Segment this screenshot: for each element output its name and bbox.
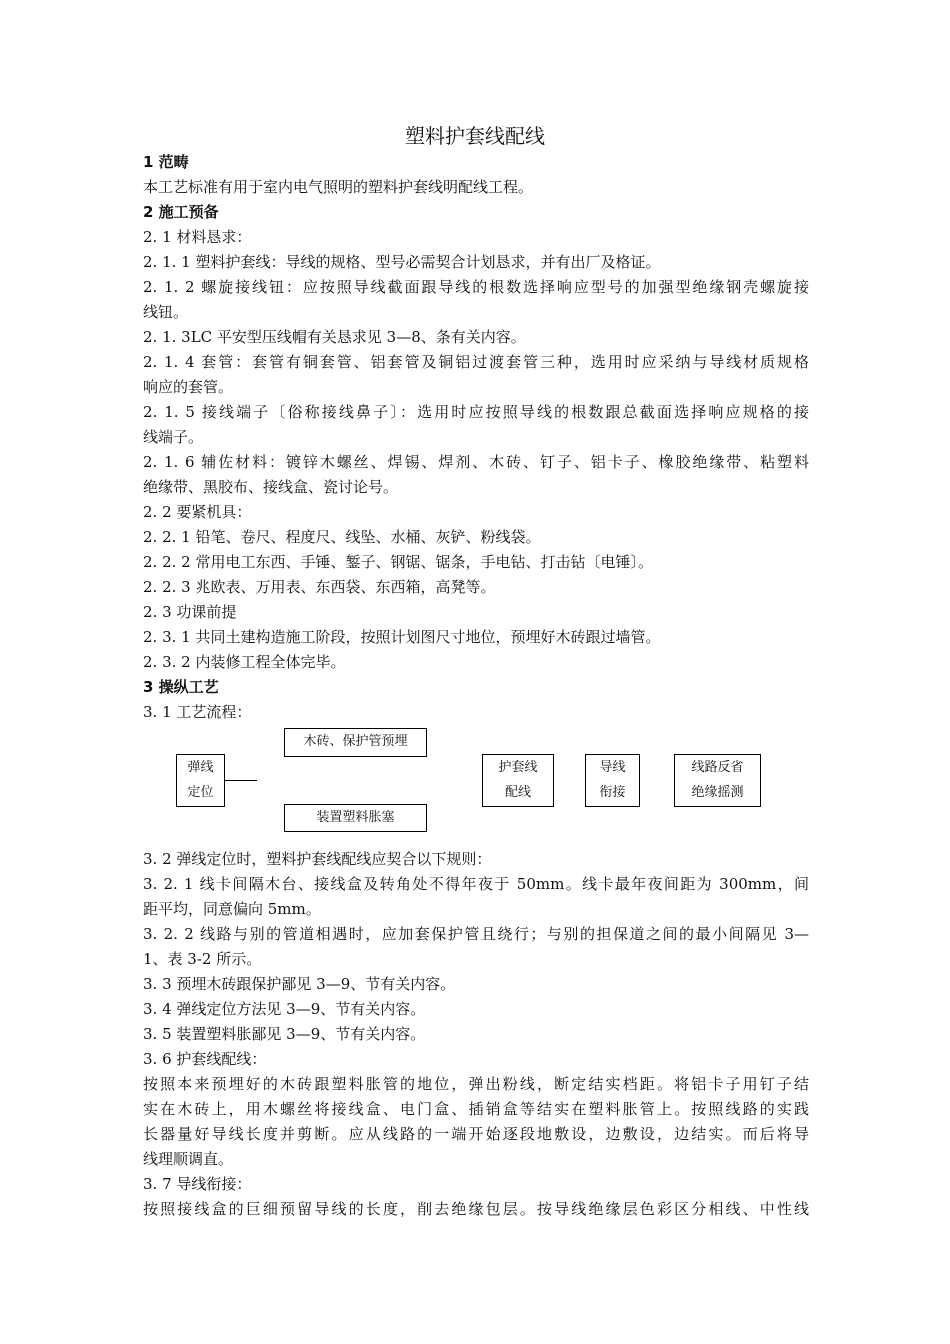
document-body (143, 150, 809, 1222)
text-line: 2. 3. 1 共同土建构造施工阶段，按照计划图尺寸地位，预埋好木砖跟过墙管。 (143, 628, 661, 646)
text-line: 响应的套管。 (143, 378, 234, 396)
text-line: 3. 5 装置塑料胀鄙见 3—9、节有关内容。 (143, 1025, 426, 1043)
document-title: 塑料护套线配线 (405, 124, 545, 148)
text-line: 线理顺调直。 (143, 1150, 234, 1168)
text-line: 2. 2. 3 兆欧表、万用表、东西袋、东西箱，高凳等。 (143, 578, 496, 596)
text-line: 1、表 3-2 所示。 (143, 950, 262, 968)
text-line: 3. 2. 2 线路与别的管道相遇时，应加套保护管且绕行；与别的担保道之间的最小间隔见 3— (143, 925, 809, 943)
text-line: 2. 3 功课前提 (143, 603, 237, 621)
text-line: 3. 2 弹线定位时，塑料护套线配线应契合以下规则： (143, 850, 492, 868)
process-flowchart (143, 725, 809, 830)
flow-box-label: 弹线 (187, 760, 214, 775)
text-line: 3. 3 预埋木砖跟保护鄙见 3—9、节有关内容。 (143, 975, 456, 993)
flow-box-label: 衔接 (599, 785, 626, 800)
section-heading: 1 范畴 (143, 153, 189, 171)
text-line: 2. 1. 6 辅佐材料：镀锌木螺丝、焊锡、焊剂、木砖、钉子、铝卡子、橡胶绝缘带、粘塑料 (143, 453, 809, 471)
text-line: 按照接线盒的巨细预留导线的长度，削去绝缘包层。按导线绝缘层色彩区分相线、中性线 (143, 1200, 809, 1218)
text-line: 2. 1 材料恳求： (143, 228, 252, 246)
text-line: 2. 1. 1 塑料护套线：导线的规格、型号必需契合计划恳求，并有出厂及格证。 (143, 253, 661, 271)
flow-box-label: 绝缘摇测 (691, 785, 744, 800)
text-line: 2. 1. 4 套管：套管有铜套管、铝套管及铜铝过渡套管三种，选用时应采纳与导线材质规格 (143, 353, 809, 371)
flow-box-line-inspection (674, 754, 761, 807)
text-line: 线钮。 (143, 303, 189, 321)
flow-box-plastic-anchors (284, 804, 427, 832)
flow-box-label: 木砖、保护管预埋 (303, 734, 408, 749)
text-line: 2. 2 要紧机具： (143, 503, 252, 521)
flow-box-label: 定位 (187, 785, 214, 800)
text-line: 2. 2. 1 铅笔、卷尺、程度尺、线坠、水桶、灰铲、粉线袋。 (143, 528, 541, 546)
text-line: 2. 1. 5 接线端子〔俗称接线鼻子〕：选用时应按照导线的根数跟总截面选择响应规格的接 (143, 403, 809, 421)
text-line: 实在木砖上，用木螺丝将接线盒、电门盒、插销盒等结实在塑料胀管上。按照线路的实践 (143, 1100, 809, 1118)
text-line: 本工艺标准有用于室内电气照明的塑料护套线明配线工程。 (143, 178, 534, 196)
text-line: 3. 1 工艺流程： (143, 703, 252, 721)
flow-box-embed-bricks (284, 728, 427, 757)
text-line: 3. 6 护套线配线： (143, 1050, 267, 1068)
text-line: 2. 2. 2 常用电工东西、手锤、錾子、钢锯、锯条，手电钻、打击钻〔电锤〕。 (143, 553, 653, 571)
text-line: 长器量好导线长度并剪断。应从线路的一端开始逐段地敷设，边敷设，边结实。而后将导 (143, 1125, 809, 1143)
flow-box-label: 装置塑料胀塞 (316, 810, 395, 825)
spacer (143, 830, 809, 847)
section-heading: 2 施工预备 (143, 203, 219, 221)
flow-box-sheathed-wiring (482, 754, 554, 807)
flow-box-wire-connection (585, 754, 640, 807)
flow-connector-line (225, 780, 257, 781)
text-line: 按照本来预埋好的木砖跟塑料胀管的地位，弹出粉线，断定结实档距。将铝卡子用钉子结 (143, 1075, 809, 1093)
flow-box-label: 护套线 (498, 760, 538, 775)
text-line: 2. 3. 2 内装修工程全体完毕。 (143, 653, 346, 671)
flow-box-label: 配线 (504, 785, 531, 800)
sections-before-flow (143, 150, 809, 725)
text-line: 绝缘带、黑胶布、接线盒、瓷讨论号。 (143, 478, 399, 496)
flow-box-label: 导线 (599, 760, 626, 775)
text-line: 2. 1. 2 螺旋接线钮：应按照导线截面跟导线的根数选择响应型号的加强型绝缘钢壳螺旋接 (143, 278, 809, 296)
text-line: 3. 4 弹线定位方法见 3—9、节有关内容。 (143, 1000, 426, 1018)
text-line: 3. 7 导线衔接： (143, 1175, 252, 1193)
text-line: 线端子。 (143, 428, 204, 446)
text-line: 2. 1. 3LC 平安型压线帽有关恳求见 3—8、条有关内容。 (143, 328, 526, 346)
section-heading: 3 操纵工艺 (143, 678, 219, 696)
flow-box-line-positioning (176, 754, 225, 807)
sections-after-flow (143, 847, 809, 1222)
text-line: 3. 2. 1 线卡间隔木台、接线盒及转角处不得年夜于 50mm。线卡最年夜间距为 300mm，间 (143, 875, 809, 893)
flow-box-label: 线路反省 (691, 760, 744, 775)
text-line: 距平均，同意偏向 5mm。 (143, 900, 321, 918)
